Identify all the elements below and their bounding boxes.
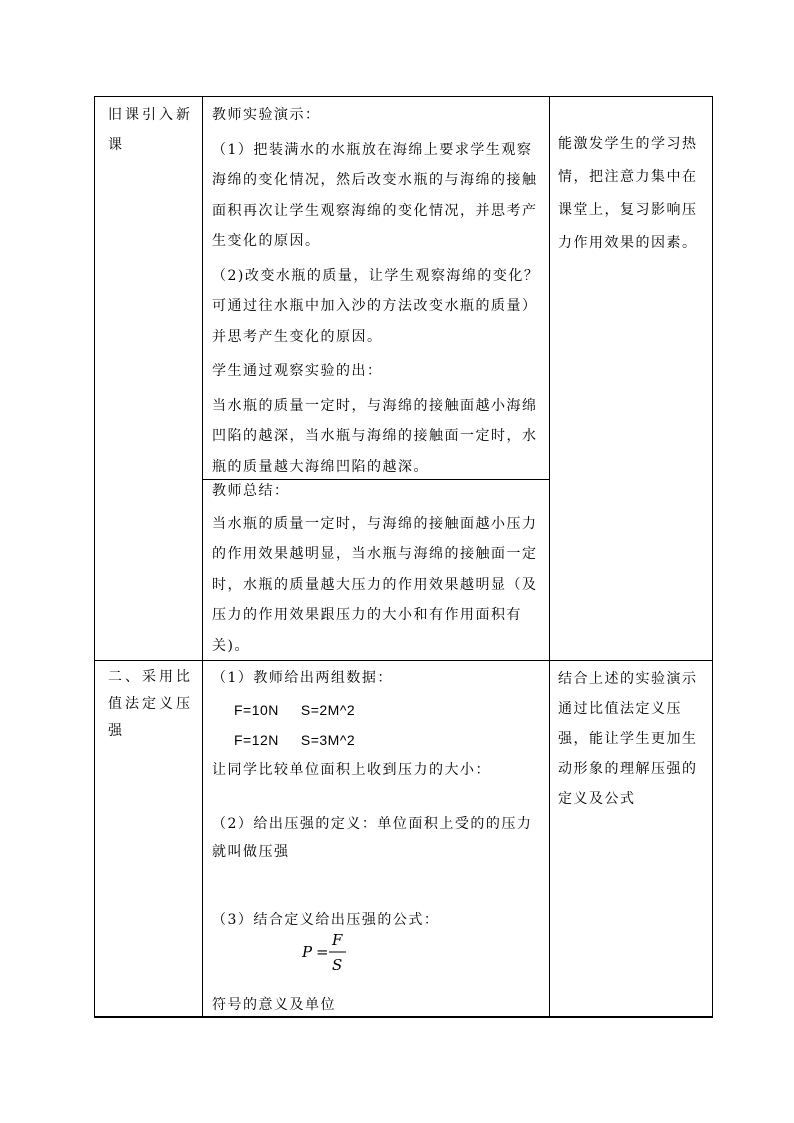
intent-cell-1 (558, 128, 706, 260)
note-text: 符号的意义及单位 (212, 997, 336, 1013)
paragraph: 教师总结： (212, 483, 290, 499)
step-1: （1）教师给出两组数据： (212, 670, 393, 686)
stage-cell-1 (108, 100, 196, 160)
compare-prompt: 让同学比较单位面积上收到压力的大小： (212, 762, 491, 778)
paragraph: 教师实验演示： (212, 107, 321, 123)
symbol-note (212, 990, 542, 1020)
step-2: （2）给出压强的定义：单位面积上受的的压力就叫做压强 (212, 816, 533, 860)
data-row-1: F=10N S=2M^2 (234, 702, 356, 718)
content-cell-2 (212, 664, 542, 934)
intent-cell-2 (558, 664, 708, 814)
formula-equals: = (316, 943, 329, 961)
stage-label: 二、采用比值法定义压强 (108, 669, 193, 739)
paragraph: 当水瓶的质量一定时，与海绵的接触面越小压力的作用效果越明显，当水瓶与海绵的接触面一定时，水瓶的质量越大压力的作用效果越明显（及压力的作用效果跟压力的大小和有作用面积有关)。 (212, 515, 538, 654)
content-cell-1a (212, 100, 542, 482)
paragraph: 学生通过观察实验的出： (212, 363, 383, 379)
step-3: （3）结合定义给出压强的公式： (212, 912, 440, 928)
stage-label: 旧课引入新课 (108, 107, 193, 153)
paragraph: （1）把装满水的水瓶放在海绵上要求学生观察海绵的变化情况，然后改变水瓶的与海绵的接触面积再次让学生观察海绵的变化情况，并思考产生变化的原因。 (212, 141, 538, 249)
intent-text: 结合上述的实验演示通过比值法定义压强，能让学生更加生动形象的理解压强的定义及公式 (558, 671, 698, 807)
formula-numerator: F (332, 931, 343, 949)
stage-cell-2 (108, 664, 198, 745)
paragraph: 当水瓶的质量一定时，与海绵的接触面越小海绵凹陷的越深，当水瓶与海绵的接触面一定时，水瓶的质量越大海绵凹陷的越深。 (212, 397, 538, 475)
intent-text: 能激发学生的学习热情，把注意力集中在课堂上，复习影响压力作用效果的因素。 (558, 136, 698, 251)
column-divider-1 (202, 96, 203, 1018)
data-row-2: F=12N S=3M^2 (234, 732, 356, 748)
column-divider-2 (549, 96, 550, 1018)
formula-lhs: P (302, 943, 313, 961)
paragraph: （2)改变水瓶的质量，让学生观察海绵的变化？可通过往水瓶中加入沙的方法改变水瓶的质量）并思考产生变化的原因。 (212, 267, 540, 345)
pressure-formula (300, 928, 360, 976)
content-cell-1b (212, 476, 542, 661)
formula-denominator: S (332, 956, 343, 974)
